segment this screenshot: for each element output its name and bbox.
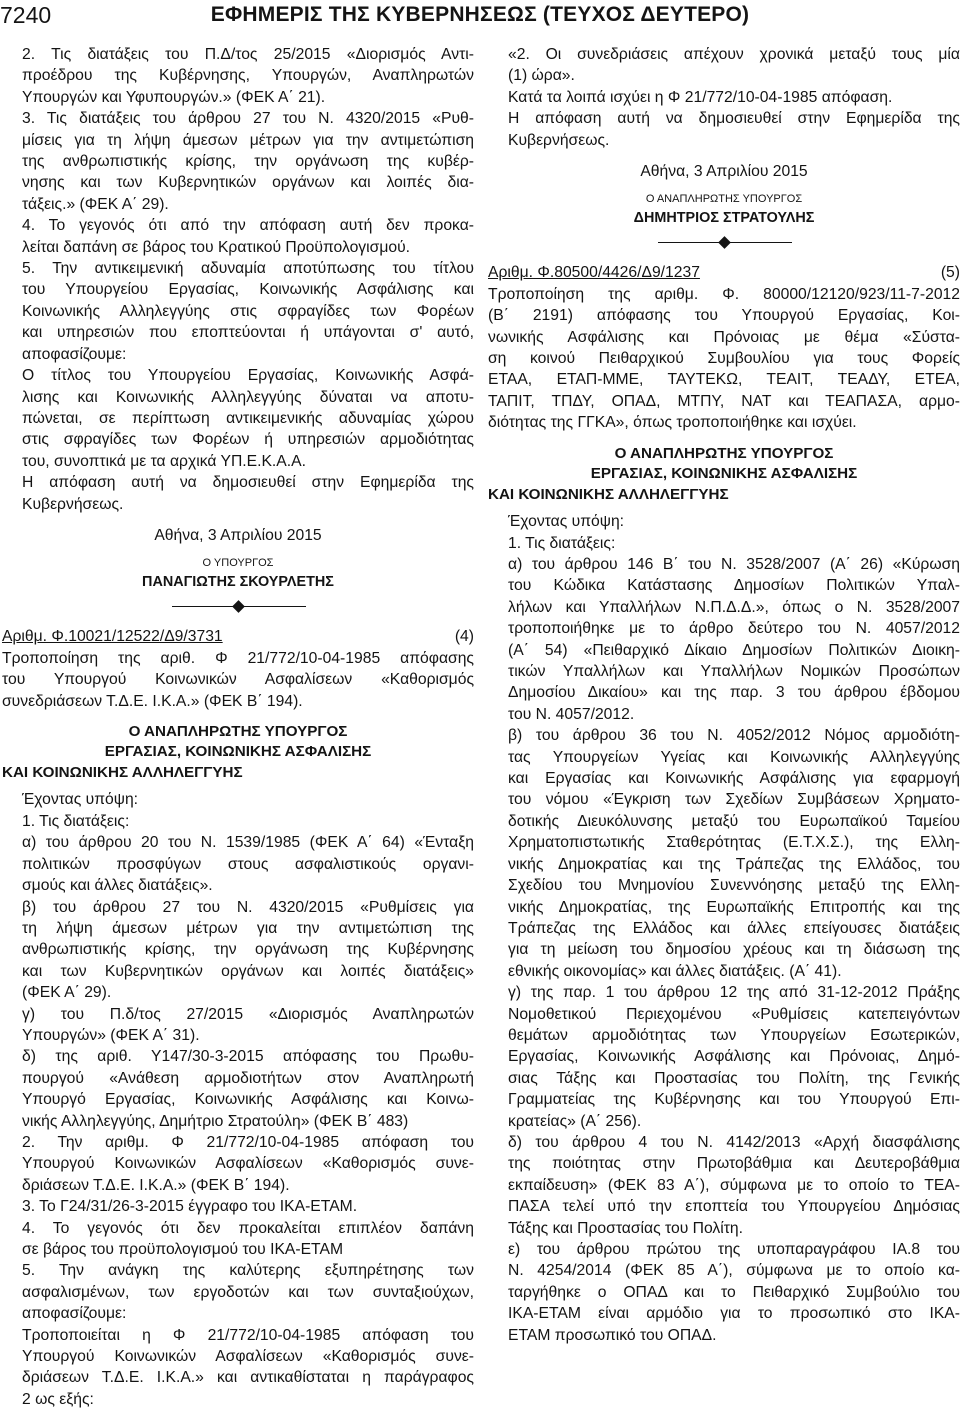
right-item-b bbox=[488, 725, 960, 982]
left-minister-heading bbox=[2, 722, 474, 784]
text-line: Δημοσίου Δικαίου» και της παρ. 3 του άρθρου έβδομου bbox=[508, 684, 960, 702]
text-line: Γραμματείας της Κυβέρνησης και του Υπουργού Επι- bbox=[508, 1091, 960, 1109]
text-line: του Υπουργού Κοινωνικών Ασφαλίσεων «Καθορισμός bbox=[2, 671, 474, 689]
text-line: Σχεδίου του Μνημονίου Συνεννόησης μεταξύ της Ελλη- bbox=[508, 877, 960, 895]
text-line: β) του άρθρου 36 του Ν. 4052/2012 Νόμος αρμοδιότη- bbox=[508, 727, 960, 745]
text-line: κρατείας» (Α΄ 256). bbox=[508, 1112, 642, 1130]
text-line: προέδρου της Κυβέρνησης, Υπουργών, Αναπληρωτών bbox=[22, 67, 474, 85]
text-line: ΕΤΑΑ, ΕΤΑΠ-ΜΜΕ, ΤΑΥΤΕΚΩ, ΤΕΑΙΤ, ΤΕΑΔΥ, ΕΤΕΑ, bbox=[488, 371, 960, 389]
text-line: γ) της παρ. 1 του άρθρου 12 της από 31-12-2012 Πράξης bbox=[508, 984, 960, 1002]
text-line: β) του άρθρου 27 του Ν. 4320/2015 «Ρυθμίσεις για bbox=[22, 898, 474, 916]
left-p6 bbox=[2, 472, 474, 515]
left-decision-code: Αριθμ. Φ.10021/12522/Δ9/3731 bbox=[2, 628, 223, 646]
right-signer-name: ΔΗΜΗΤΡΙΟΣ ΣΤΡΑΤΟΥΛΗΣ bbox=[633, 210, 815, 227]
right-remaining bbox=[488, 87, 960, 108]
text-line: Υπουργών και Υφυπουργών.» (ΦΕΚ Α΄ 21). bbox=[22, 88, 326, 106]
text-line: σμούς και άλλες διατάξεις». bbox=[22, 877, 213, 895]
right-decision-number bbox=[488, 262, 960, 283]
separator-diamond-icon bbox=[718, 237, 731, 250]
text-line: Η απόφαση αυτή να δημοσιευθεί στην Εφημερίδα της bbox=[22, 474, 474, 492]
text-line: Ο ΑΝΑΠΛΗΡΩΤΗΣ ΥΠΟΥΡΓΟΣ bbox=[128, 722, 348, 740]
text-line: ε) του άρθρου πρώτου της υποπαραγράφου ΙΑ.8 του bbox=[508, 1241, 960, 1258]
text-line: α) του άρθρου 20 του Ν. 1539/1985 (ΦΕΚ Α΄ 64) «Ένταξη bbox=[22, 834, 474, 852]
text-line: στις σφραγίδες των Φορέων ή υπηρεσιών αρμοδιότητας bbox=[22, 431, 474, 449]
text-line: πουργού «Ανάθεση αρμοδιοτήτων στον Αναπληρωτή bbox=[22, 1069, 474, 1087]
left-p5 bbox=[2, 365, 474, 472]
text-line: σε βάρος του προϋπολογισμού του ΙΚΑ-ΕΤΑΜ bbox=[22, 1241, 344, 1258]
text-line: νωνικής Ασφάλισης και Πρόνοιας με θέμα «Σύστα- bbox=[488, 328, 960, 346]
text-line: «2. Οι συνεδριάσεις απέχουν χρονικά μεταξύ τους μία bbox=[508, 46, 960, 63]
text-line: 2. Την αριθμ. Φ 21/772/10-04-1985 απόφαση του bbox=[22, 1133, 474, 1151]
right-decision-subject bbox=[488, 284, 960, 434]
text-line: Τροποποιείται η Φ 21/772/10-04-1985 απόφαση του bbox=[22, 1326, 474, 1344]
text-line: του Κώδικα Κατάστασης Δημοσίων Πολιτικών Υπαλ- bbox=[508, 577, 960, 595]
left-item-5 bbox=[2, 1260, 474, 1324]
right-column bbox=[488, 44, 960, 1346]
right-having-regard: Έχοντας υπόψη: bbox=[508, 513, 625, 531]
text-line: 2. Τις διατάξεις του Π.Δ/τος 25/2015 «Διορισμός Αντι- bbox=[22, 46, 474, 63]
text-line: διότητας της ΓΓΚΑ», όπως τροποποιήθηκε και ισχύει. bbox=[488, 414, 857, 432]
left-p4 bbox=[2, 258, 474, 365]
right-quote bbox=[488, 44, 960, 87]
text-line: τικών Υπαλλήλων και Υπαλλήλων Νομικών Προσώπων bbox=[508, 663, 960, 681]
text-line: νικής Αλληλεγγύης, Δημήτριο Στρατούλη» (ΦΕΚ Β΄ 483) bbox=[22, 1112, 409, 1130]
right-item-d bbox=[488, 1132, 960, 1239]
text-line: Κυβερνήσεως. bbox=[22, 495, 124, 513]
text-line: πώνεται, σε περίπτωση αντικειμενικής αδυναμίας χώρου bbox=[22, 409, 474, 427]
left-decision-subject bbox=[2, 648, 474, 712]
text-line: του νόμου «Έγκριση των Σχεδίων Συμβάσεων Χρηματο- bbox=[508, 791, 960, 809]
text-line: Χρηματοπιστωτικής Σταθερότητας (Ε.Τ.Χ.Σ.), της Ελλη- bbox=[508, 834, 960, 852]
text-line: δριάσεων Τ.Δ.Ε. Ι.Κ.Α.» και αντικαθίσταται η παράγραφος bbox=[22, 1369, 474, 1387]
text-line: Νομοθετικού Περιεχομένου «Ρυθμίσεις κατεπειγόντων bbox=[508, 1005, 960, 1023]
text-line: 4. Το γεγονός ότι δεν προκαλείται επιπλέον δαπάνη bbox=[22, 1219, 474, 1237]
text-line: του Ν. 4057/2012. bbox=[508, 705, 635, 723]
text-line: ΚΑΙ ΚΟΙΝΩΝΙΚΗΣ ΑΛΛΗΛΕΓΓΥΗΣ bbox=[488, 485, 729, 503]
left-item-3 bbox=[2, 1196, 474, 1217]
text-line: θεμάτων αρμοδιότητας των Υπουργείων Εσωτερικών, bbox=[508, 1026, 960, 1044]
text-line: 2 ως εξής: bbox=[22, 1390, 94, 1408]
left-item-b bbox=[2, 897, 474, 1004]
page-number: 7240 bbox=[0, 2, 52, 28]
text-line: αποφασίζουμε: bbox=[22, 345, 127, 363]
text-line: ΕΡΓΑΣΙΑΣ, ΚΟΙΝΩΝΙΚΗΣ ΑΣΦΑΛΙΣΗΣ bbox=[590, 465, 858, 483]
text-line: (1) ώρα». bbox=[508, 67, 575, 85]
text-line: και Εργασίας και Κοινωνικής Ασφάλισης για εφαρμογή bbox=[508, 770, 960, 788]
text-line: μίσεις για τη λήψη άμεσων μέτρων για την αντιμετώπιση bbox=[22, 131, 474, 149]
left-item-a bbox=[2, 832, 474, 896]
left-item-c bbox=[2, 1004, 474, 1047]
text-line: για τη μείωση του δημοσίου χρέους και τη διάσωση της bbox=[508, 941, 960, 959]
text-line: ασφαλισμένων, των εργοδοτών και των συνταξιούχων, bbox=[22, 1283, 474, 1301]
text-line: τας Υπουργείων Υγείας και Κοινωνικής Αλληλεγγύης bbox=[508, 748, 960, 766]
left-date: Αθήνα, 3 Απριλίου 2015 bbox=[154, 526, 322, 544]
text-line: 3. Τις διατάξεις του άρθρου 27 του Ν. 4320/2015 «Ρυθ- bbox=[22, 110, 474, 128]
text-line: Τράπεζας της Ελλάδος και άλλες επείγουσες διατάξεις bbox=[508, 919, 960, 937]
left-office-title: Ο ΥΠΟΥΡΓΟΣ bbox=[202, 557, 274, 570]
left-item-2 bbox=[2, 1132, 474, 1196]
left-decision-index: (4) bbox=[454, 628, 474, 646]
text-line: και υπηρεσιών που εποπτεύονται ή υπάγονται σ' αυτό, bbox=[22, 324, 474, 342]
left-item-d bbox=[2, 1046, 474, 1132]
text-line: νικής Δημοκρατίας και της Τράπεζας της Ελλάδος, του bbox=[508, 855, 960, 873]
left-separator bbox=[2, 594, 474, 620]
right-item-a bbox=[488, 554, 960, 725]
text-line: και των Κυβερνητικών οργάνων και λοιπές διατάξεις» bbox=[22, 962, 474, 980]
text-line: λείται δαπάνη σε βάρος του Κρατικού Προϋπολογισμού. bbox=[22, 238, 411, 256]
text-line: λισης και Κοινωνικής Αλληλεγγύης δύναται να αποτυ- bbox=[22, 388, 474, 406]
right-item-e bbox=[488, 1239, 960, 1346]
text-line: πολιτικών προσφύγων στους ασφαλιστικούς οργανι- bbox=[22, 855, 474, 873]
text-line: τη λήψη άμεσων μέτρων για την αντιμετώπιση της bbox=[22, 919, 474, 937]
text-line: Κυβερνήσεως. bbox=[508, 131, 610, 149]
text-line: δριάσεων Τ.Δ.Ε. Ι.Κ.Α.» (ΦΕΚ Β΄ 194). bbox=[22, 1176, 290, 1194]
text-line: α) του άρθρου 146 Β΄ του Ν. 3528/2007 (Α΄ 26) «Κύρωση bbox=[508, 556, 960, 573]
text-line: τροποποιήθηκε με το άρθρο δεύτερο του Ν. 4057/2012 bbox=[508, 620, 960, 638]
text-line: λήλων και Υπαλλήλων Ν.Π.Δ.Δ.», όπως ο Ν. 3528/2007 bbox=[508, 598, 960, 616]
text-line: σιας Τάξης και Προστασίας του Πολίτη, της Γενικής bbox=[508, 1069, 960, 1087]
text-line: (Α΄ 54) «Πειθαρχικό Δίκαιο Δημοσίων Πολιτικών Διοικη- bbox=[508, 641, 960, 659]
text-line: 4. Το γεγονός ότι από την απόφαση αυτή δεν προκα- bbox=[22, 217, 474, 235]
text-line: ση κοινού Πειθαρχικού Συμβουλίου για τους Φορείς bbox=[488, 350, 960, 368]
text-line: Ν. 4254/2014 (ΦΕΚ 85 Α΄), σύμφωνα με το οποίο κα- bbox=[508, 1262, 960, 1280]
right-decision-code: Αριθμ. Φ.80500/4426/Δ9/1237 bbox=[488, 264, 700, 282]
text-line: Ο ΑΝΑΠΛΗΡΩΤΗΣ ΥΠΟΥΡΓΟΣ bbox=[614, 444, 834, 462]
text-line: ΤΑΠΙΤ, ΤΠΔΥ, ΟΠΑΔ, ΜΤΠΥ, ΝΑΤ και ΤΕΑΠΑΣΑ, αρμο- bbox=[488, 392, 960, 410]
left-p2 bbox=[2, 108, 474, 215]
right-item-c bbox=[488, 982, 960, 1132]
text-line: ταργήθηκε ο ΟΠΑΔ και το Πειθαρχικό Συμβούλιο του bbox=[508, 1283, 960, 1301]
text-line: ΕΤΑΜ προσωπικό του ΟΠΑΔ. bbox=[508, 1326, 717, 1344]
left-column bbox=[2, 44, 474, 1410]
text-line: 5. Την αντικειμενική αδυναμία αποτύπωσης του τίτλου bbox=[22, 260, 474, 278]
text-line: Τροποποίηση της αριθ. Φ 21/772/10-04-1985 απόφασης bbox=[2, 649, 474, 667]
left-having-regard: Έχοντας υπόψη: bbox=[22, 791, 139, 809]
page-header bbox=[0, 0, 960, 34]
text-line: 3. Το Γ24/31/26-3-2015 έγγραφο του ΙΚΑ-ΕΤΑΜ. bbox=[22, 1198, 358, 1216]
text-line: Εργασίας, Κοινωνικής Ασφάλισης και Πρόνοιας, Δημό- bbox=[508, 1048, 960, 1066]
text-line: Υπουργό Εργασίας, Κοινωνικής Ασφάλισης και Κοινω- bbox=[22, 1091, 474, 1109]
text-line: νικής Δημοκρατίας, της Ευρωπαϊκής Επιτροπής και της bbox=[508, 898, 960, 916]
text-line: δ) της αριθ. Υ147/30-3-2015 απόφασης του Πρωθυ- bbox=[22, 1048, 474, 1066]
left-provisions: 1. Τις διατάξεις: bbox=[22, 812, 130, 830]
text-line: ΠΑΣΑ τελεί υπό την εποπτεία του Υπουργείου Δημόσιας bbox=[508, 1198, 960, 1216]
text-line: εθνικής οικονομίας» και άλλες διατάξεις. (Α΄ 41). bbox=[508, 962, 842, 980]
right-provisions: 1. Τις διατάξεις: bbox=[508, 534, 616, 552]
text-line: 5. Την ανάγκη της καλύτερης εξυπηρέτησης των bbox=[22, 1262, 474, 1280]
text-line: δοτικής Διευκόλυνσης μεταξύ του Ευρωπαϊκού Ταμείου bbox=[508, 812, 960, 830]
left-decision-number bbox=[2, 626, 474, 647]
text-line: Υπουργών» (ΦΕΚ Α΄ 31). bbox=[22, 1026, 200, 1044]
text-line: δ) του άρθρου 4 του Ν. 4142/2013 «Αρχή διασφάλισης bbox=[508, 1133, 960, 1151]
right-publish bbox=[488, 108, 960, 151]
text-line: Κατά τα λοιπά ισχύει η Φ 21/772/10-04-1985 απόφαση. bbox=[508, 88, 893, 106]
text-line: αποφασίζουμε: bbox=[22, 1305, 127, 1323]
text-line: (ΦΕΚ Α΄ 29). bbox=[22, 984, 112, 1002]
text-line: ΕΡΓΑΣΙΑΣ, ΚΟΙΝΩΝΙΚΗΣ ΑΣΦΑΛΙΣΗΣ bbox=[104, 743, 372, 761]
text-line: Τροποποίηση της αριθμ. Φ. 80000/12120/923/11-7-2012 bbox=[488, 285, 960, 303]
text-line: Υπουργού Κοινωνικών Ασφαλίσεων «Καθορισμός συνε- bbox=[22, 1155, 474, 1173]
text-line: τάξεις.» (ΦΕΚ Α΄ 29). bbox=[22, 195, 169, 213]
text-line: της ποιότητας στην Πρωτοβάθμια και Δευτεροβάθμια bbox=[508, 1155, 960, 1173]
gazette-title: ΕΦΗΜΕΡΙΣ ΤΗΣ ΚΥΒΕΡΝΗΣΕΩΣ (ΤΕΥΧΟΣ ΔΕΥΤΕΡΟ) bbox=[210, 3, 750, 26]
left-signer-name: ΠΑΝΑΓΙΩΤΗΣ ΣΚΟΥΡΛΕΤΗΣ bbox=[142, 574, 334, 591]
text-line: Κοινωνικής Αλληλεγγύης στις σφραγίδες των Φορέων bbox=[22, 302, 474, 320]
left-amendment bbox=[2, 1325, 474, 1411]
text-line: Η απόφαση αυτή να δημοσιευθεί στην Εφημερίδα της bbox=[508, 110, 960, 128]
text-line: του Υπουργείου Εργασίας, Κοινωνικής Ασφάλισης και bbox=[22, 281, 474, 299]
text-line: ΚΑΙ ΚΟΙΝΩΝΙΚΗΣ ΑΛΛΗΛΕΓΓΥΗΣ bbox=[2, 763, 243, 781]
right-separator bbox=[488, 230, 960, 256]
text-line: εκπαίδευση» (ΦΕΚ 83 Α΄), σύμφωνα με το οποίο το ΤΕΑ- bbox=[508, 1176, 960, 1194]
text-line: (Β΄ 2191) απόφασης του Υπουργού Εργασίας, Κοι- bbox=[488, 307, 960, 325]
right-office-title: Ο ΑΝΑΠΛΗΡΩΤΗΣ ΥΠΟΥΡΓΟΣ bbox=[645, 193, 803, 206]
right-decision-index: (5) bbox=[940, 264, 960, 282]
text-line: της ανθρωπιστικής κρίσης, την οργάνωση της κυβέρ- bbox=[22, 153, 474, 171]
right-minister-heading bbox=[488, 444, 960, 506]
text-line: Ο τίτλος του Υπουργείου Εργασίας, Κοινωνικής Ασφά- bbox=[22, 367, 474, 385]
text-line: συνεδριάσεων Τ.Δ.Ε. Ι.Κ.Α.» (ΦΕΚ Β΄ 194). bbox=[2, 692, 303, 710]
text-line: γ) του Π.δ/τος 27/2015 «Διορισμός Αναπληρωτών bbox=[22, 1005, 474, 1023]
left-item-4 bbox=[2, 1218, 474, 1261]
right-date: Αθήνα, 3 Απριλίου 2015 bbox=[640, 163, 808, 181]
text-line: Τάξης και Προστασίας του Πολίτη. bbox=[508, 1219, 744, 1237]
text-line: ανθρωπιστικής κρίσης, την οργάνωση της Κυβέρνησης bbox=[22, 941, 474, 959]
text-line: ΙΚΑ-ΕΤΑΜ είναι αρμόδιο για το προσωπικό στο ΙΚΑ- bbox=[508, 1305, 960, 1323]
text-line: νησης και των Κυβερνητικών οργάνων και λοιπές δια- bbox=[22, 174, 474, 192]
text-line: Υπουργού Κοινωνικών Ασφαλίσεων «Καθορισμός συνε- bbox=[22, 1348, 474, 1366]
left-p3 bbox=[2, 215, 474, 258]
separator-diamond-icon bbox=[232, 600, 245, 613]
text-line: του, συνοπτικά με τα αρχικά ΥΠ.Ε.Κ.Α.Α. bbox=[22, 452, 306, 470]
left-p1 bbox=[2, 44, 474, 108]
